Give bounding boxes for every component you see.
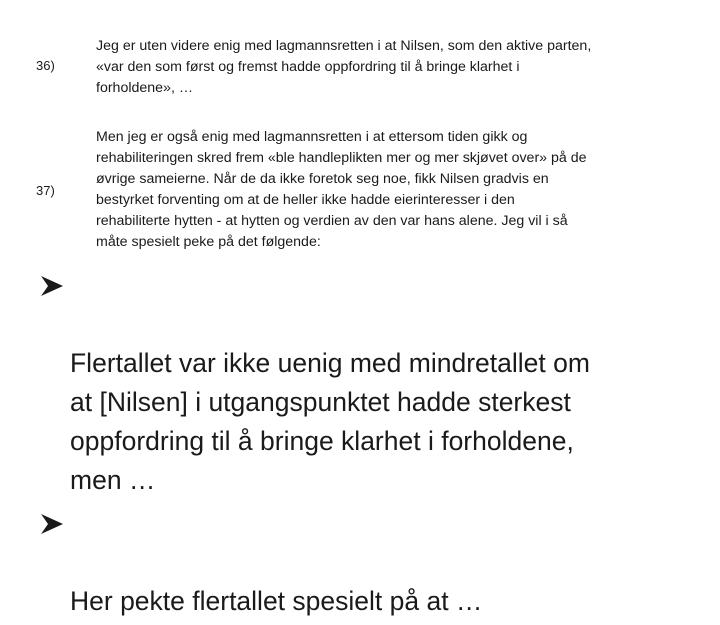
bullet-item: [40, 504, 690, 621]
paragraph-number: 36): [36, 58, 55, 73]
bullet-text: Flertallet var ikke uenig med mindretallet om at [Nilsen] i utgangspunktet hadde sterkest oppfordring til å bringe klarhet i forholdene, men …: [70, 348, 590, 495]
paragraph-number: 37): [36, 183, 55, 198]
bullet-text: Her pekte flertallet spesielt på at …: [70, 586, 483, 616]
bullet-list: [40, 266, 690, 625]
paragraph-text: Jeg er uten videre enig med lagmannsretten i at Nilsen, som den aktive parten, «var den som først og fremst hadde oppfordring til å bringe klarhet i forholdene», …: [96, 38, 592, 96]
paragraph-text: Men jeg er også enig med lagmannsretten i at ettersom tiden gikk og rehabiliteringen skred frem «ble handleplikten mer og mer skjøvet over» på de øvrige sameierne. Når de da ikke foretok seg noe, fikk Nilsen gradvis en bestyrket forventing om at de heller ikke hadde eierinteresser i den rehabiliterte hytten - at hytten og verdien av den var hans alene. Jeg vil i så måte spesielt peke på det følgende:: [96, 129, 587, 250]
arrow-bullet-icon: [40, 513, 64, 535]
bullet-item: [40, 266, 690, 500]
arrow-bullet-icon: [40, 275, 64, 297]
